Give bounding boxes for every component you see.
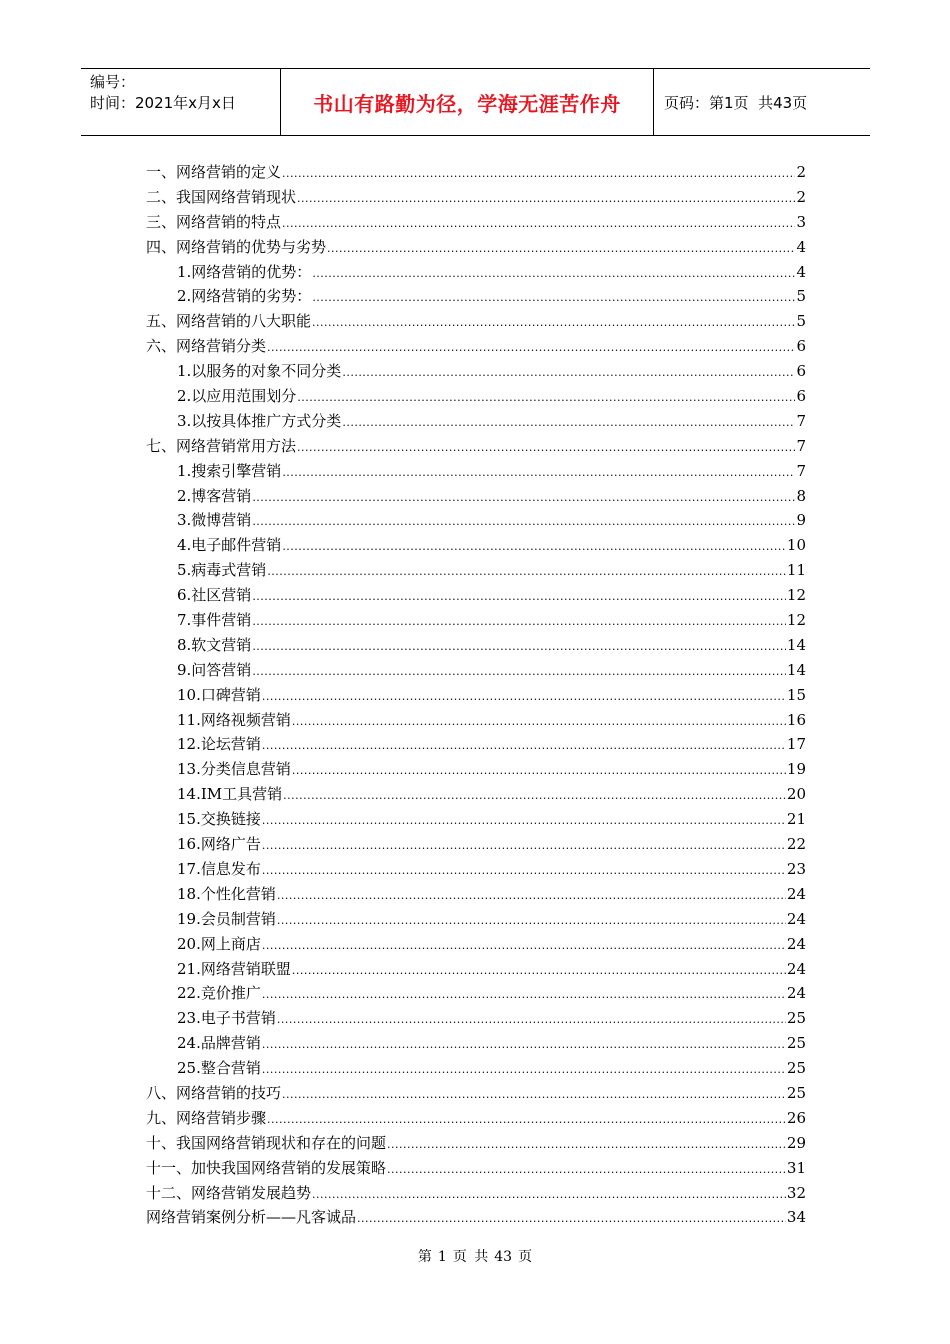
toc-entry-page: 5 xyxy=(796,312,806,331)
toc-entry[interactable] xyxy=(146,1131,806,1156)
toc-entry-page: 22 xyxy=(786,835,806,854)
toc-entry[interactable] xyxy=(146,160,806,185)
toc-dot-leader xyxy=(262,685,786,710)
toc-entry-page: 25 xyxy=(786,1034,806,1053)
toc-entry[interactable] xyxy=(146,957,806,982)
toc-entry-title: 十、我国网络营销现状和存在的问题 xyxy=(146,1133,387,1152)
toc-entry-title: 13.分类信息营销 xyxy=(177,760,291,779)
toc-entry[interactable] xyxy=(146,434,806,459)
toc-dot-leader xyxy=(252,585,786,610)
toc-entry-page: 23 xyxy=(786,859,806,878)
toc-dot-leader xyxy=(312,286,795,311)
toc-entry[interactable] xyxy=(146,633,806,658)
toc-entry[interactable] xyxy=(146,807,806,832)
toc-entry-title: 10.口碑营销 xyxy=(177,685,261,704)
toc-dot-leader xyxy=(387,1158,786,1183)
toc-dot-leader xyxy=(283,784,786,809)
toc-entry-title: 25.整合营销 xyxy=(177,1059,261,1078)
footer-total-pages: 43 xyxy=(494,1249,513,1265)
toc-entry-page: 12 xyxy=(786,586,806,605)
toc-dot-leader xyxy=(262,934,786,959)
toc-dot-leader xyxy=(262,1058,786,1083)
toc-entry[interactable] xyxy=(146,284,806,309)
toc-entry-title: 20.网上商店 xyxy=(177,934,261,953)
toc-entry-title: 24.品牌营销 xyxy=(177,1034,261,1053)
toc-entry-title: 2.网络营销的劣势： xyxy=(177,287,312,306)
toc-entry-page: 20 xyxy=(786,785,806,804)
footer-current-page: 1 xyxy=(437,1249,447,1265)
toc-entry[interactable] xyxy=(146,882,806,907)
toc-entry-title: 三、网络营销的特点 xyxy=(146,212,282,231)
toc-dot-leader xyxy=(327,237,795,262)
toc-entry[interactable] xyxy=(146,857,806,882)
toc-entry-page: 6 xyxy=(796,337,806,356)
toc-entry-page: 16 xyxy=(786,710,806,729)
toc-entry[interactable] xyxy=(146,658,806,683)
footer-prefix: 第 xyxy=(417,1249,432,1265)
toc-dot-leader xyxy=(282,162,795,187)
toc-entry[interactable] xyxy=(146,558,806,583)
toc-entry[interactable] xyxy=(146,583,806,608)
toc-entry[interactable] xyxy=(146,757,806,782)
toc-entry[interactable] xyxy=(146,359,806,384)
toc-dot-leader xyxy=(297,386,795,411)
toc-entry-title: 七、网络营销常用方法 xyxy=(146,436,297,455)
toc-entry-page: 25 xyxy=(786,1009,806,1028)
toc-entry-title: 14.IM工具营销 xyxy=(177,785,283,804)
toc-dot-leader xyxy=(387,1133,786,1158)
toc-entry-title: 23.电子书营销 xyxy=(177,1009,276,1028)
toc-entry-title: 2.博客营销 xyxy=(177,486,252,505)
toc-entry-page: 15 xyxy=(786,685,806,704)
toc-entry-title: 十一、加快我国网络营销的发展策略 xyxy=(146,1158,387,1177)
toc-entry-title: 22.竞价推广 xyxy=(177,984,261,1003)
toc-entry-page: 19 xyxy=(786,760,806,779)
toc-dot-leader xyxy=(312,262,795,287)
toc-entry-page: 12 xyxy=(786,611,806,630)
toc-entry[interactable] xyxy=(146,409,806,434)
toc-entry[interactable] xyxy=(146,981,806,1006)
document-header xyxy=(81,68,870,136)
toc-entry-page: 6 xyxy=(796,387,806,406)
toc-entry-page: 24 xyxy=(786,984,806,1003)
toc-entry-page: 34 xyxy=(786,1208,806,1227)
toc-entry-title: 19.会员制营销 xyxy=(177,909,276,928)
number-label: 编号： xyxy=(90,73,136,91)
toc-entry[interactable] xyxy=(146,608,806,633)
toc-entry-page: 24 xyxy=(786,884,806,903)
toc-dot-leader xyxy=(252,660,786,685)
time-label: 时间：2021年x月x日 xyxy=(90,94,236,112)
toc-entry-title: 7.事件营销 xyxy=(177,611,252,630)
toc-entry-page: 4 xyxy=(796,237,806,256)
toc-dot-leader xyxy=(267,1108,786,1133)
toc-entry-title: 二、我国网络营销现状 xyxy=(146,187,297,206)
toc-entry-title: 五、网络营销的八大职能 xyxy=(146,312,312,331)
toc-entry-title: 十二、网络营销发展趋势 xyxy=(146,1183,312,1202)
toc-entry[interactable] xyxy=(146,832,806,857)
toc-entry[interactable] xyxy=(146,1181,806,1206)
toc-dot-leader xyxy=(267,336,795,361)
toc-entry-page: 29 xyxy=(786,1133,806,1152)
toc-entry[interactable] xyxy=(146,484,806,509)
toc-dot-leader xyxy=(277,1008,786,1033)
toc-dot-leader xyxy=(297,436,795,461)
toc-entry[interactable] xyxy=(146,508,806,533)
toc-dot-leader xyxy=(357,1207,786,1232)
toc-entry-page: 25 xyxy=(786,1083,806,1102)
toc-entry[interactable] xyxy=(146,260,806,285)
toc-entry-page: 14 xyxy=(786,635,806,654)
toc-dot-leader xyxy=(282,461,795,486)
toc-entry[interactable] xyxy=(146,782,806,807)
toc-entry-page: 4 xyxy=(796,262,806,281)
toc-dot-leader xyxy=(252,486,795,511)
toc-dot-leader xyxy=(312,311,795,336)
toc-entry-page: 24 xyxy=(786,934,806,953)
toc-entry-title: 4.电子邮件营销 xyxy=(177,536,282,555)
toc-entry-page: 2 xyxy=(796,163,806,181)
toc-entry[interactable] xyxy=(146,235,806,260)
toc-entry[interactable] xyxy=(146,1031,806,1056)
toc-entry-page: 6 xyxy=(796,362,806,381)
toc-entry-page: 7 xyxy=(796,411,806,430)
footer-suffix: 页 xyxy=(518,1249,533,1265)
toc-entry-title: 21.网络营销联盟 xyxy=(177,959,291,978)
page-footer xyxy=(0,1246,950,1266)
toc-dot-leader xyxy=(282,212,795,237)
toc-entry-title: 15.交换链接 xyxy=(177,810,261,829)
toc-dot-leader xyxy=(277,909,786,934)
toc-entry-title: 18.个性化营销 xyxy=(177,884,276,903)
toc-entry-title: 16.网络广告 xyxy=(177,835,261,854)
toc-entry[interactable] xyxy=(146,1156,806,1181)
toc-entry-page: 11 xyxy=(786,561,806,580)
toc-entry[interactable] xyxy=(146,185,806,210)
toc-entry-title: 八、网络营销的技巧 xyxy=(146,1083,282,1102)
toc-entry-title: 5.病毒式营销 xyxy=(177,561,267,580)
toc-dot-leader xyxy=(252,610,786,635)
toc-entry-title: 2.以应用范围划分 xyxy=(177,387,297,406)
header-meta-cell xyxy=(81,69,281,135)
toc-entry-title: 九、网络营销步骤 xyxy=(146,1108,267,1127)
toc-entry-title: 6.社区营销 xyxy=(177,586,252,605)
toc-entry[interactable] xyxy=(146,907,806,932)
toc-entry-page: 7 xyxy=(796,436,806,455)
toc-entry[interactable] xyxy=(146,683,806,708)
toc-entry[interactable] xyxy=(146,1006,806,1031)
header-page-cell xyxy=(654,69,870,135)
toc-dot-leader xyxy=(292,759,786,784)
toc-dot-leader xyxy=(297,187,795,212)
toc-dot-leader xyxy=(292,959,786,984)
toc-entry-title: 11.网络视频营销 xyxy=(177,710,291,729)
toc-entry[interactable] xyxy=(146,1205,806,1230)
toc-dot-leader xyxy=(282,535,786,560)
toc-entry-page: 26 xyxy=(786,1108,806,1127)
toc-entry-title: 9.问答营销 xyxy=(177,660,252,679)
toc-entry-title: 3.微博营销 xyxy=(177,511,252,530)
toc-entry[interactable] xyxy=(146,210,806,235)
footer-mid: 页 共 xyxy=(452,1249,489,1265)
toc-entry[interactable] xyxy=(146,384,806,409)
toc-entry-page: 31 xyxy=(786,1158,806,1177)
toc-entry[interactable] xyxy=(146,533,806,558)
toc-entry-page: 17 xyxy=(786,735,806,754)
toc-entry-page: 7 xyxy=(796,461,806,480)
toc-entry-page: 24 xyxy=(786,909,806,928)
toc-entry-page: 25 xyxy=(786,1059,806,1078)
header-motto-cell xyxy=(281,69,654,135)
toc-dot-leader xyxy=(262,859,786,884)
toc-entry-title: 17.信息发布 xyxy=(177,859,261,878)
page-info: 页码：第1页 共43页 xyxy=(664,93,808,112)
toc-dot-leader xyxy=(252,510,795,535)
toc-entry[interactable] xyxy=(146,1106,806,1131)
toc-dot-leader xyxy=(277,884,786,909)
toc-entry-page: 10 xyxy=(786,536,806,555)
toc-dot-leader xyxy=(312,1183,786,1208)
toc-entry-title: 一、网络营销的定义 xyxy=(146,163,282,181)
toc-dot-leader xyxy=(262,834,786,859)
toc-entry[interactable] xyxy=(146,309,806,334)
toc-dot-leader xyxy=(342,361,795,386)
toc-entry-page: 5 xyxy=(796,287,806,306)
toc-entry-title: 六、网络营销分类 xyxy=(146,337,267,356)
toc-entry-page: 9 xyxy=(796,511,806,530)
table-of-contents xyxy=(146,160,806,1230)
toc-entry-title: 3.以按具体推广方式分类 xyxy=(177,411,342,430)
toc-entry-page: 21 xyxy=(786,810,806,829)
toc-dot-leader xyxy=(267,560,786,585)
toc-entry[interactable] xyxy=(146,1056,806,1081)
toc-entry-title: 12.论坛营销 xyxy=(177,735,261,754)
toc-entry-title: 四、网络营销的优势与劣势 xyxy=(146,237,327,256)
toc-entry[interactable] xyxy=(146,1081,806,1106)
toc-dot-leader xyxy=(262,809,786,834)
toc-dot-leader xyxy=(282,1083,786,1108)
toc-entry-page: 14 xyxy=(786,660,806,679)
toc-entry-title: 1.网络营销的优势： xyxy=(177,262,312,281)
toc-entry-title: 1.以服务的对象不同分类 xyxy=(177,362,342,381)
toc-entry-title: 8.软文营销 xyxy=(177,635,252,654)
toc-dot-leader xyxy=(292,710,786,735)
toc-entry[interactable] xyxy=(146,932,806,957)
toc-entry-page: 3 xyxy=(796,212,806,231)
toc-entry[interactable] xyxy=(146,732,806,757)
toc-entry-page: 24 xyxy=(786,959,806,978)
toc-entry[interactable] xyxy=(146,459,806,484)
toc-entry-page: 32 xyxy=(786,1183,806,1202)
toc-entry-title: 网络营销案例分析——凡客诚品 xyxy=(146,1208,357,1227)
toc-entry-title: 1.搜索引擎营销 xyxy=(177,461,282,480)
toc-entry[interactable] xyxy=(146,708,806,733)
toc-dot-leader xyxy=(262,734,786,759)
toc-dot-leader xyxy=(262,1033,786,1058)
toc-dot-leader xyxy=(252,635,786,660)
toc-dot-leader xyxy=(262,983,786,1008)
toc-entry[interactable] xyxy=(146,334,806,359)
motto-text: 书山有路勤为径，学海无涯苦作舟 xyxy=(313,91,621,116)
toc-entry-page: 2 xyxy=(796,187,806,206)
toc-dot-leader xyxy=(342,411,795,436)
toc-entry-page: 8 xyxy=(796,486,806,505)
